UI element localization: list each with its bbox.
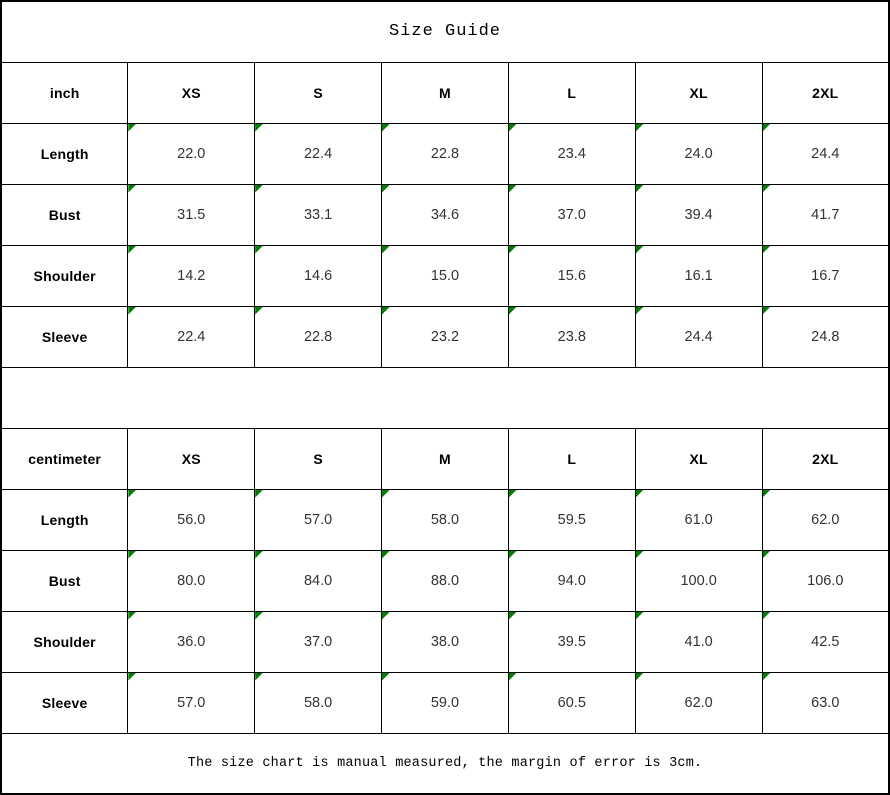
value-cell [128,611,255,672]
row-label: Shoulder [1,611,128,672]
value-cell [635,489,762,550]
value-cell [635,306,762,367]
unit-header-inch: inch [1,62,128,123]
value-cell [382,611,509,672]
cell-flag-triangle-icon [128,490,136,498]
value-cell [508,672,635,733]
cell-flag-triangle-icon [509,307,517,315]
value-cell [635,550,762,611]
cell-flag-triangle-icon [636,673,644,681]
value-cell [762,550,889,611]
value-cell [635,245,762,306]
cell-flag-triangle-icon [636,551,644,559]
cell-flag-triangle-icon [636,490,644,498]
cell-flag-triangle-icon [255,490,263,498]
size-header-xs: XS [128,428,255,489]
cell-flag-triangle-icon [255,551,263,559]
cell-value: 24.4 [684,328,713,345]
cell-value: 23.4 [557,145,586,162]
cell-value: 80.0 [177,572,206,589]
unit-header-centimeter: centimeter [1,428,128,489]
cell-value: 31.5 [177,206,206,223]
row-label: Sleeve [1,306,128,367]
title-row [1,1,889,62]
cell-value: 84.0 [303,572,333,589]
cell-value: 63.0 [811,694,840,711]
cell-value: 16.7 [811,267,840,284]
cell-value: 88.0 [430,572,460,589]
cell-value: 15.0 [430,267,460,284]
cell-flag-triangle-icon [382,612,390,620]
cell-flag-triangle-icon [763,551,771,559]
size-header-m: M [382,428,509,489]
cell-flag-triangle-icon [509,490,517,498]
cell-value: 23.8 [557,328,586,345]
value-cell [762,611,889,672]
footnote: The size chart is manual measured, the margin of error is 3cm. [1,733,889,794]
size-header-l: L [508,62,635,123]
cell-flag-triangle-icon [509,551,517,559]
cell-flag-triangle-icon [255,673,263,681]
table-row-cm-sleeve [1,672,889,733]
value-cell [762,306,889,367]
cell-flag-triangle-icon [636,185,644,193]
cell-value: 41.7 [811,206,840,223]
cell-value: 100.0 [680,572,717,589]
cell-flag-triangle-icon [128,307,136,315]
cell-value: 22.8 [430,145,460,162]
value-cell [762,245,889,306]
cell-value: 37.0 [557,206,586,223]
cell-value: 57.0 [303,511,333,528]
value-cell [255,245,382,306]
cell-value: 24.0 [684,145,713,162]
cell-value: 42.5 [811,633,840,650]
row-label: Bust [1,550,128,611]
size-header-s: S [255,428,382,489]
cell-flag-triangle-icon [763,246,771,254]
table-row-inch-shoulder [1,245,889,306]
value-cell [762,672,889,733]
spacer-row [1,367,889,428]
cell-flag-triangle-icon [763,490,771,498]
value-cell [635,611,762,672]
value-cell [128,123,255,184]
table-row-inch-sleeve [1,306,889,367]
cell-value: 56.0 [177,511,206,528]
size-header-2xl: 2XL [762,428,889,489]
value-cell [128,489,255,550]
value-cell [635,184,762,245]
cell-value: 61.0 [684,511,713,528]
cell-flag-triangle-icon [128,185,136,193]
value-cell [508,245,635,306]
cell-value: 24.4 [811,145,840,162]
cell-flag-triangle-icon [255,246,263,254]
value-cell [128,245,255,306]
cell-flag-triangle-icon [382,124,390,132]
inch-header-row [1,62,889,123]
value-cell [382,550,509,611]
cell-value: 33.1 [303,206,333,223]
value-cell [255,123,382,184]
value-cell [382,306,509,367]
page-title: Size Guide [1,1,889,62]
size-header-m: M [382,62,509,123]
cell-flag-triangle-icon [763,124,771,132]
cell-value: 22.8 [303,328,333,345]
cell-value: 22.4 [177,328,206,345]
cell-flag-triangle-icon [509,246,517,254]
value-cell [762,184,889,245]
value-cell [762,489,889,550]
cell-flag-triangle-icon [763,185,771,193]
cell-value: 57.0 [177,694,206,711]
value-cell [508,306,635,367]
cell-value: 59.5 [557,511,586,528]
cm-header-row [1,428,889,489]
value-cell [255,550,382,611]
cell-value: 58.0 [303,694,333,711]
cell-flag-triangle-icon [255,124,263,132]
row-label: Bust [1,184,128,245]
size-header-xl: XL [635,428,762,489]
size-header-l: L [508,428,635,489]
cell-value: 23.2 [430,328,460,345]
size-header-xl: XL [635,62,762,123]
row-label: Length [1,123,128,184]
cell-flag-triangle-icon [509,185,517,193]
row-label: Length [1,489,128,550]
cell-value: 36.0 [177,633,206,650]
value-cell [255,672,382,733]
cell-value: 94.0 [557,572,586,589]
cell-flag-triangle-icon [128,551,136,559]
cell-flag-triangle-icon [255,185,263,193]
value-cell [508,611,635,672]
cell-value: 14.2 [177,267,206,284]
value-cell [382,672,509,733]
value-cell [382,184,509,245]
value-cell [382,123,509,184]
cell-flag-triangle-icon [636,246,644,254]
cell-flag-triangle-icon [255,307,263,315]
value-cell [635,672,762,733]
cell-flag-triangle-icon [763,307,771,315]
value-cell [255,489,382,550]
cell-value: 106.0 [807,572,844,589]
cell-value: 34.6 [430,206,460,223]
cell-value: 22.4 [303,145,333,162]
cell-flag-triangle-icon [509,124,517,132]
cell-flag-triangle-icon [382,551,390,559]
cell-value: 38.0 [430,633,460,650]
cell-flag-triangle-icon [128,612,136,620]
cell-flag-triangle-icon [763,612,771,620]
cell-value: 59.0 [430,694,460,711]
cell-value: 14.6 [303,267,333,284]
value-cell [382,489,509,550]
size-header-xs: XS [128,62,255,123]
value-cell [508,489,635,550]
cell-flag-triangle-icon [255,612,263,620]
value-cell [508,123,635,184]
value-cell [255,184,382,245]
cell-flag-triangle-icon [763,673,771,681]
cell-flag-triangle-icon [636,612,644,620]
cell-flag-triangle-icon [128,124,136,132]
value-cell [128,184,255,245]
cell-value: 22.0 [177,145,206,162]
cell-flag-triangle-icon [509,612,517,620]
cell-flag-triangle-icon [382,673,390,681]
cell-value: 60.5 [557,694,586,711]
cell-value: 39.5 [557,633,586,650]
value-cell [128,306,255,367]
value-cell [635,123,762,184]
table-row-inch-bust [1,184,889,245]
cell-flag-triangle-icon [128,673,136,681]
value-cell [255,306,382,367]
value-cell [508,184,635,245]
value-cell [508,550,635,611]
cell-value: 15.6 [557,267,586,284]
cell-flag-triangle-icon [382,307,390,315]
table-row-cm-shoulder [1,611,889,672]
table-row-cm-bust [1,550,889,611]
cell-value: 41.0 [684,633,713,650]
value-cell [128,550,255,611]
value-cell [382,245,509,306]
cell-value: 62.0 [811,511,840,528]
cell-value: 16.1 [684,267,713,284]
size-header-s: S [255,62,382,123]
table-row-cm-length [1,489,889,550]
cell-value: 58.0 [430,511,460,528]
table-row-inch-length [1,123,889,184]
value-cell [128,672,255,733]
cell-flag-triangle-icon [636,307,644,315]
cell-value: 37.0 [303,633,333,650]
cell-flag-triangle-icon [382,246,390,254]
cell-value: 24.8 [811,328,840,345]
row-label: Shoulder [1,245,128,306]
cell-flag-triangle-icon [382,490,390,498]
spacer-cell [1,367,889,428]
cell-flag-triangle-icon [509,673,517,681]
size-header-2xl: 2XL [762,62,889,123]
row-label: Sleeve [1,672,128,733]
cell-value: 62.0 [684,694,713,711]
value-cell [255,611,382,672]
cell-flag-triangle-icon [382,185,390,193]
footnote-row [1,733,889,794]
cell-flag-triangle-icon [128,246,136,254]
cell-flag-triangle-icon [636,124,644,132]
cell-value: 39.4 [684,206,713,223]
value-cell [762,123,889,184]
